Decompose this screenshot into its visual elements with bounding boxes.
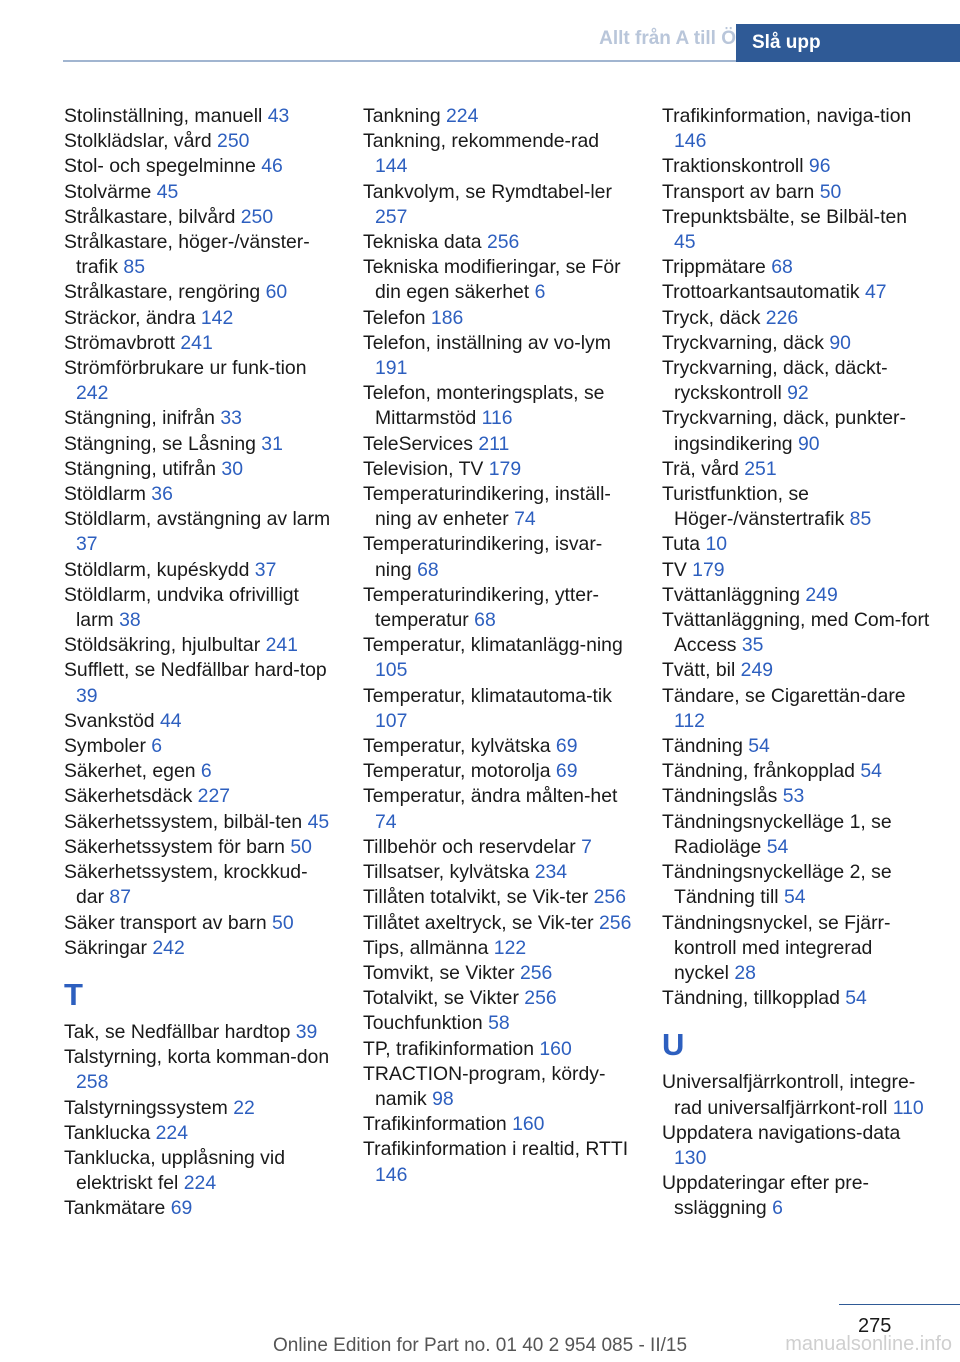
index-page-link[interactable]: 256 [593,886,626,909]
index-entry-term: Stängning, utifrån [64,457,217,480]
index-entry-term: Tvätt, bil [662,659,736,682]
index-entry-term: Tillåten totalvikt, se Vik-ter [363,886,589,909]
index-entry [363,835,633,860]
index-entry [64,129,334,154]
index-page-link[interactable]: 39 [295,1020,318,1043]
index-page-link[interactable]: 6 [151,735,163,758]
index-entry [363,961,633,986]
index-page-link[interactable]: 54 [748,735,770,758]
index-entry [64,1146,334,1196]
index-page-link[interactable]: 33 [220,407,242,430]
index-entry [363,885,633,910]
index-page-link[interactable]: 179 [488,457,522,480]
index-page-link[interactable]: 226 [765,306,799,329]
index-page-link[interactable]: 241 [265,634,298,657]
index-page-link[interactable]: 68 [771,256,793,279]
index-entry-term: Stolklädslar, vård [64,130,212,153]
index-entry [64,784,334,809]
index-entry [662,1070,932,1120]
index-page-link[interactable]: 69 [555,760,578,783]
index-page-link[interactable]: 47 [864,281,887,304]
index-entry-term: Stolvärme [64,180,152,203]
index-entry-term: Stöldlarm, undvika ofrivilligt larm [64,583,299,632]
index-entry [64,432,334,457]
index-entry-term: Touchfunktion [363,1012,483,1035]
index-entry-term: Tankning [363,105,441,127]
index-entry-term: Tändningsnyckelläge 1, se Radioläge [662,810,892,858]
index-entry-term: Tanklucka, upplåsning vid elektriskt fel [64,1146,285,1195]
page-number: 275 [858,1315,892,1337]
index-page-link[interactable]: 45 [156,180,179,203]
index-entry [64,104,334,129]
index-entry-term: TV [662,558,687,581]
index-page-link[interactable]: 36 [151,483,173,506]
index-entry [662,457,932,482]
index-page-link[interactable]: 98 [432,1087,454,1110]
index-page-link[interactable]: 35 [741,634,764,657]
index-letter-heading: T [64,976,83,1012]
index-page-link[interactable]: 160 [512,1113,545,1136]
index-entry-term: Säkerhetssystem, krockkud-dar [64,861,308,909]
index-entry-term: Tillsatser, kylvätska [363,861,530,884]
index-entry-term: Stolinställning, manuell [64,105,263,127]
index-page-link[interactable]: 30 [221,457,243,480]
index-entry-term: Television, TV [363,457,484,480]
index-entry-term: Tändning, tillkopplad [662,987,840,1010]
index-page-link[interactable]: 256 [519,961,553,984]
index-entry [363,457,633,482]
index-page-link[interactable]: 74 [375,810,397,833]
index-page-link[interactable]: 50 [819,180,842,203]
index-page-link[interactable]: 234 [534,861,568,884]
index-page-link[interactable]: 37 [76,533,98,556]
index-entry [363,1037,633,1062]
index-entry-term: Traktionskontroll [662,155,804,178]
index-entry [662,205,932,255]
index-page-link[interactable]: 43 [267,105,290,127]
index-entry [64,936,334,961]
index-entry-term: Tillåtet axeltryck, se Vik-ter [363,911,594,934]
index-entry-term: Sufflett, se Nedfällbar hard-top [64,659,327,682]
index-page-link[interactable]: 45 [307,810,330,833]
index-entry-term: Tändare, se Cigarettän-dare [662,684,906,707]
index-page-link[interactable]: 130 [674,1146,707,1169]
index-entry-term: Uppdatera navigations-data [662,1121,901,1144]
index-entry [363,482,633,532]
index-entry [64,356,334,406]
index-page-link[interactable]: 44 [159,709,182,732]
index-page-link[interactable]: 142 [200,306,234,329]
index-entry-term: Stöldsäkring, hjulbultar [64,634,261,657]
index-column-1 [64,104,334,1222]
index-page-link[interactable]: 112 [674,709,705,732]
index-entry-term: Telefon [363,306,426,329]
index-entry-term: Säkerhetssystem för barn [64,835,285,858]
index-entry [64,406,334,431]
index-entry [662,986,932,1011]
index-entry-term: Tryckvarning, däck, punkter-ingsindikering [662,407,906,455]
index-entry-term: Tankmätare [64,1197,166,1220]
index-page-link[interactable]: 256 [486,231,520,254]
index-page-link[interactable]: 256 [599,911,632,934]
index-entry-term: Säkringar [64,936,147,959]
index-page-link[interactable]: 242 [76,382,109,405]
index-entry [363,986,633,1011]
index-page-link[interactable]: 96 [808,155,831,178]
index-page-link[interactable]: 250 [217,130,250,153]
index-page-link[interactable]: 10 [705,533,728,556]
index-entry-term: Transport av barn [662,180,815,203]
index-entry-term: Stöldlarm, avstängning av larm [64,508,331,531]
index-entry-term: Tomvikt, se Vikter [363,961,515,984]
index-entry-term: TP, trafikinformation [363,1037,534,1060]
index-entry-term: Strålkastare, höger-/vänster-trafik [64,231,310,279]
index-entry-term: Svankstöd [64,709,155,732]
section-tab[interactable]: Slå upp [736,24,960,62]
index-page-link[interactable]: 122 [493,936,527,959]
index-entry-term: Tvättanläggning, med Com-fort Access [662,609,930,657]
index-entry-term: Tvättanläggning [662,583,800,606]
index-entry [363,860,633,885]
index-page-link[interactable]: 146 [674,130,707,153]
footer-rule [839,1304,960,1305]
index-entry [363,381,633,431]
index-entry [662,810,932,860]
index-page-link[interactable]: 250 [240,205,274,228]
index-entry-term: Temperaturindikering, ytter-temperatur [363,583,600,632]
index-entry-term: Stängning, inifrån [64,407,215,430]
index-entry [64,331,334,356]
index-entry [363,306,633,331]
index-page-link[interactable]: 60 [265,281,288,304]
index-column-2 [363,104,633,1188]
index-entry [662,658,932,683]
index-page-link[interactable]: 58 [488,1012,510,1035]
index-entry-term: Temperaturindikering, isvar-ning [363,533,603,581]
index-page-link[interactable]: 37 [254,558,277,581]
index-entry-term: Tanklucka [64,1121,151,1144]
index-page-link[interactable]: 160 [539,1037,572,1060]
index-entry-term: Säker transport av barn [64,911,267,934]
index-page-link[interactable]: 54 [783,886,806,909]
index-entry-term: Totalvikt, se Vikter [363,987,519,1010]
index-entry [64,180,334,205]
index-entry [64,154,334,179]
index-entry [64,507,334,557]
index-page-link[interactable]: 256 [524,987,557,1010]
index-entry-term: Tryckvarning, däck [662,331,824,354]
index-entry [363,255,633,305]
index-entry-term: Tändningsnyckel, se Fjärr-kontroll med integrerad nyckel [662,911,891,984]
index-entry [662,532,932,557]
watermark: manualsonline.info [785,1333,952,1355]
index-entry-term: Tryckvarning, däck, däckt-ryckskontroll [662,357,888,405]
index-entry [64,280,334,305]
index-letter-heading: U [662,1027,685,1063]
index-entry [363,936,633,961]
index-entry [662,255,932,280]
index-page-link[interactable]: 50 [290,835,312,858]
index-entry [64,205,334,230]
index-page-link[interactable]: 224 [446,105,479,127]
index-entry [64,457,334,482]
index-column-3 [662,104,932,1222]
index-entry [662,583,932,608]
index-entry [64,583,334,633]
index-entry [363,583,633,633]
index-entry-term: Universalfjärrkontroll, integre-rad universalfjärrkont-roll [662,1071,916,1119]
index-page-link[interactable]: 241 [180,331,213,354]
index-page-link[interactable]: 224 [155,1121,188,1144]
index-entry-term: Telefon, monteringsplats, se Mittarmstöd [363,382,605,430]
index-entry [662,684,932,734]
index-page-link[interactable]: 227 [197,785,231,808]
index-entry [363,532,633,582]
index-page-link[interactable]: 144 [375,155,408,178]
index-entry-term: Tankvolym, se Rymdtabel-ler [363,180,612,203]
index-page-link[interactable]: 39 [76,684,98,707]
index-entry-term: Strömförbrukare ur funk-tion [64,357,307,380]
index-entry-term: Stängning, se Låsning [64,432,256,455]
section-title: Allt från A till Ö [599,28,736,49]
index-entry-term: Strålkastare, bilvård [64,205,236,228]
index-entry [662,784,932,809]
index-entry [64,810,334,835]
index-entry [64,709,334,734]
index-entry [363,1112,633,1137]
index-page-link[interactable]: 69 [555,735,578,758]
index-page-link[interactable]: 251 [744,457,777,480]
index-entry-term: Tändningsnyckelläge 2, se Tändning till [662,861,892,909]
index-page-link[interactable]: 105 [375,659,408,682]
index-entry [662,356,932,406]
index-entry-term: Trafikinformation [363,1113,507,1136]
index-entry [662,1171,932,1221]
index-entry [662,306,932,331]
index-entry-term: Tankning, rekommende-rad [363,130,600,153]
index-page-link[interactable]: 69 [170,1197,193,1220]
index-page-link[interactable]: 85 [123,256,145,279]
index-entry [662,280,932,305]
index-entry-term: Uppdateringar efter pre-ssläggning [662,1172,869,1220]
index-entry-term: TeleServices [363,432,473,455]
index-entry [363,684,633,734]
index-entry-term: Temperatur, motorolja [363,760,551,783]
index-entry [363,734,633,759]
index-entry [64,835,334,860]
index-page-link[interactable]: 22 [233,1096,255,1119]
index-page-link[interactable]: 249 [740,659,774,682]
header-rule [63,60,960,62]
index-page-link[interactable]: 90 [829,331,851,354]
index-page-link[interactable]: 45 [674,231,696,254]
index-page-link[interactable]: 211 [478,432,510,455]
index-entry-term: Tryck, däck [662,306,761,329]
index-entry [64,1196,334,1221]
index-entry-term: Säkerhetsdäck [64,785,193,808]
index-entry-term: Symboler [64,735,146,758]
index-page-link[interactable]: 31 [261,432,283,455]
index-entry-term: Talstyrningssystem [64,1096,228,1119]
index-entry [64,482,334,507]
index-entry [363,759,633,784]
index-entry [662,406,932,456]
index-entry [662,608,932,658]
index-page-link[interactable]: 242 [152,936,185,959]
index-page-link[interactable]: 54 [766,835,789,858]
index-page-link[interactable]: 258 [76,1071,109,1094]
index-page-link[interactable]: 191 [375,357,408,380]
index-entry-term: Strömavbrott [64,331,175,354]
index-page-link[interactable]: 257 [375,205,408,228]
index-entry [662,154,932,179]
index-page-link[interactable]: 28 [734,961,756,984]
index-entry-term: Tändning [662,735,743,758]
index-entry-term: TRACTION-program, kördy-namik [363,1062,606,1110]
index-entry [363,180,633,230]
index-entry-term: Trepunktsbälte, se Bilbäl-ten [662,205,908,228]
index-entry-term: Säkerhetssystem, bilbäl-ten [64,810,303,833]
index-page-link[interactable]: 249 [805,583,838,606]
index-entry-term: Trafikinformation, naviga-tion [662,105,912,127]
index-page-link[interactable]: 85 [849,508,872,531]
index-page-link[interactable]: 68 [474,609,496,632]
index-entry-term: Temperatur, klimatanlägg-ning [363,634,623,657]
index-entry [64,230,334,280]
index-entry-term: Stol- och spegelminne [64,155,256,178]
index-entry-term: Tändningslås [662,785,778,808]
index-entry [64,860,334,910]
index-entry [662,558,932,583]
index-page-link[interactable]: 7 [581,835,592,858]
index-entry-term: Tändning, frånkopplad [662,760,855,783]
index-entry [363,1137,633,1187]
index-entry-term: Tuta [662,533,701,556]
edition-text: Online Edition for Part no. 01 40 2 954 085 - II/15 [272,1335,688,1356]
index-entry [64,306,334,331]
index-entry-term: Temperaturindikering, inställ-ning av enheter [363,483,611,531]
index-entry-term: Stöldlarm, kupéskydd [64,558,250,581]
index-entry-term: Temperatur, ändra målten-het [363,785,618,808]
index-page-link[interactable]: 68 [417,558,439,581]
index-entry [64,759,334,784]
index-entry [662,734,932,759]
index-entry-term: Trafikinformation i realtid, RTTI [363,1138,629,1161]
index-entry [64,1045,334,1095]
index-entry-term: Talstyrning, korta komman-don [64,1046,330,1069]
index-page-link[interactable]: 186 [430,306,464,329]
index-entry [363,104,633,129]
index-entry [64,911,334,936]
index-entry-term: Säkerhet, egen [64,760,196,783]
index-page-link[interactable]: 90 [797,432,820,455]
index-entry [64,658,334,708]
index-entry [363,633,633,683]
index-entry [363,911,633,936]
index-entry [662,180,932,205]
index-entry [662,104,932,154]
index-entry [363,432,633,457]
index-entry [64,1096,334,1121]
index-entry [363,784,633,834]
index-page-link[interactable]: 50 [272,911,294,934]
index-entry [662,482,932,532]
index-entry [64,558,334,583]
index-page-link[interactable]: 110 [892,1096,924,1119]
index-entry-term: Trä, vård [662,457,739,480]
index-entry-term: Telefon, inställning av vo-lym [363,331,611,354]
index-entry-term: Temperatur, kylvätska [363,735,551,758]
index-page-link[interactable]: 6 [534,281,546,304]
index-entry-term: Strålkastare, rengöring [64,281,261,304]
index-page-link[interactable]: 6 [772,1197,783,1220]
index-entry-term: Tips, allmänna [363,936,489,959]
index-entry-term: Tekniska modifieringar, se För din egen säkerhet [363,256,621,304]
index-entry [64,1020,334,1045]
index-page-link[interactable]: 6 [200,760,212,783]
index-page-link[interactable]: 107 [375,709,408,732]
index-entry [64,1121,334,1146]
index-entry [64,633,334,658]
index-entry [363,129,633,179]
index-entry-term: Tillbehör och reservdelar [363,835,576,858]
index-entry [662,759,932,784]
index-entry-term: Sträckor, ändra [64,306,196,329]
index-entry [363,230,633,255]
index-entry-term: Trippmätare [662,256,766,279]
index-entry [662,911,932,987]
index-entry [363,1062,633,1112]
index-page-link[interactable]: 87 [109,886,131,909]
index-page-link[interactable]: 116 [481,407,513,430]
index-entry [662,860,932,910]
index-entry [363,331,633,381]
index-entry-term: Stöldlarm [64,483,146,506]
index-entry-term: Trottoarkantsautomatik [662,281,860,304]
page-header [0,24,960,62]
index-entry-term: Turistfunktion, se Höger-/vänstertrafik [662,483,845,531]
index-page-link[interactable]: 92 [787,382,809,405]
index-page-link[interactable]: 53 [782,785,805,808]
index-page-link[interactable]: 224 [183,1172,217,1195]
index-page-link[interactable]: 146 [375,1163,408,1186]
index-page-link[interactable]: 74 [514,508,536,531]
index-page-link[interactable]: 54 [845,987,867,1010]
index-entry [662,331,932,356]
index-page-link[interactable]: 54 [860,760,882,783]
index-entry-term: Temperatur, klimatautoma-tik [363,684,612,707]
index-entry [64,734,334,759]
index-page-link[interactable]: 46 [261,155,283,178]
index-page-link[interactable]: 38 [119,609,141,632]
index-entry [662,1121,932,1171]
index-page-link[interactable]: 179 [692,558,725,581]
index-entry [363,1011,633,1036]
index-entry-term: Tekniska data [363,231,482,254]
index-entry-term: Tak, se Nedfällbar hardtop [64,1020,291,1043]
